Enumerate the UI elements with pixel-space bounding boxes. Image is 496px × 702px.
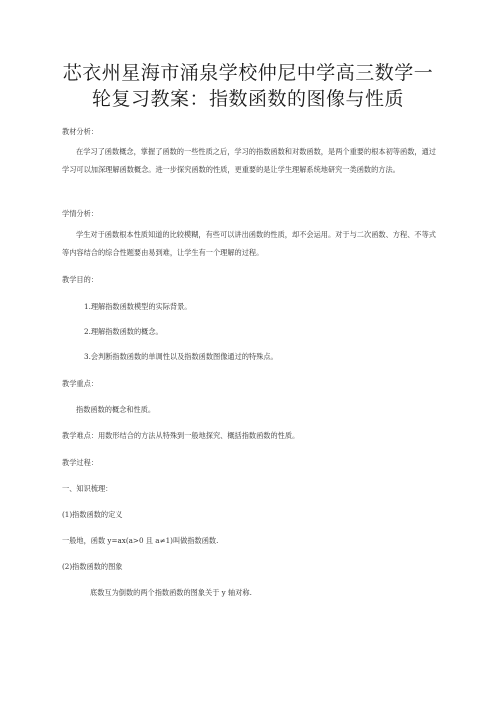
item-graph-heading: (2)指数函数的图象 [62, 562, 123, 571]
material-paragraph: 在学习了函数概念，掌握了函数的一些性质之后，学习的指数函数和对数函数，是两个重要的根本初等函数，通过学习可以加深理解函数概念。进一步探究函数的性质，更重要的是让学生理解系统地研究一类函数的方法。 [62, 147, 436, 174]
goal-item-3: 3.会判断指数函数的单调性以及指数函数图像通过的特殊点。 [84, 352, 278, 361]
item-graph-text: 底数互为倒数的两个指数函数的图象关于 y 轴对称. [90, 588, 252, 597]
item-definition-text: 一般地，函数 y=ax(a>0 且 a≠1)叫做指数函数. [62, 536, 219, 545]
learner-paragraph: 学生对于函数根本性质知道的比较模糊，有些可以讲出函数的性质，却不会运用。对于与二次函数、方程、不等式等内容结合的综合性题要由易到难，让学生有一个理解的过程。 [62, 230, 436, 257]
goal-heading: 教学目的： [62, 275, 98, 284]
process-heading: 教学过程： [62, 458, 98, 467]
goal-item-1: 1.理解指数函数模型的实际背景。 [84, 302, 192, 311]
material-heading: 教材分析： [62, 127, 98, 136]
section-heading-knowledge: 一、知识梳理： [62, 484, 113, 493]
goal-item-2: 2.理解指数函数的概念。 [84, 327, 163, 336]
item-definition-heading: (1)指数函数的定义 [62, 510, 123, 519]
learner-heading: 学情分析： [62, 209, 98, 218]
document-title-line1: 芯衣州星海市涌泉学校仲尼中学高三数学一 [62, 62, 434, 84]
document-title-line2: 轮复习教案：指数函数的图像与性质 [91, 88, 404, 110]
difficulty-text: 教学难点：用数形结合的方法从特殊到一般地探究、概括指数函数的性质。 [62, 431, 300, 440]
key-heading: 教学重点： [62, 379, 98, 388]
key-text: 指数函数的概念和性质。 [76, 405, 156, 414]
